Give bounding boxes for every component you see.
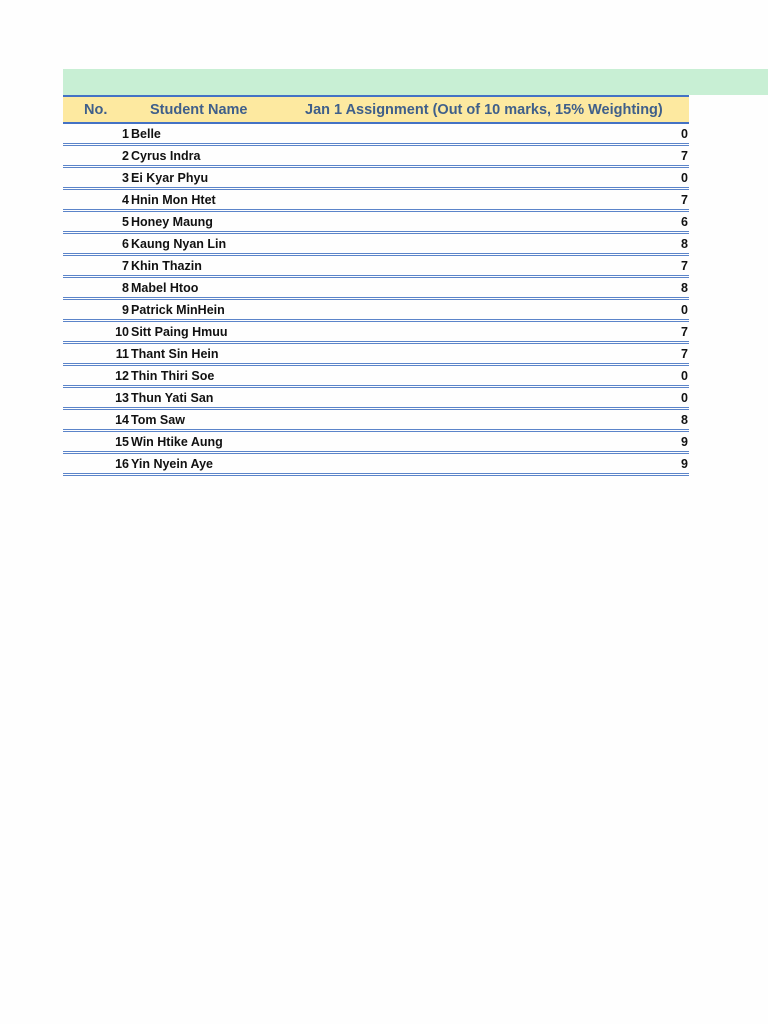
table-row: [63, 387, 689, 409]
score-cell[interactable]: 7: [298, 255, 689, 277]
table-row: [63, 233, 689, 255]
row-number[interactable]: 5: [63, 211, 130, 233]
header-assignment-score: Jan 1 Assignment (Out of 10 marks, 15% Weighting): [298, 96, 689, 123]
student-name-cell[interactable]: Mabel Htoo: [130, 277, 298, 299]
row-number[interactable]: 3: [63, 167, 130, 189]
score-cell[interactable]: 8: [298, 233, 689, 255]
student-name-cell[interactable]: Belle: [130, 123, 298, 145]
student-name-cell[interactable]: Khin Thazin: [130, 255, 298, 277]
student-name-cell[interactable]: Honey Maung: [130, 211, 298, 233]
row-number[interactable]: 16: [63, 453, 130, 475]
table-body: [63, 123, 689, 475]
row-number[interactable]: 10: [63, 321, 130, 343]
table-row: [63, 365, 689, 387]
student-name-cell[interactable]: Kaung Nyan Lin: [130, 233, 298, 255]
row-number[interactable]: 4: [63, 189, 130, 211]
row-number[interactable]: 14: [63, 409, 130, 431]
header-row: [63, 96, 689, 123]
score-cell[interactable]: 8: [298, 277, 689, 299]
table-row: [63, 277, 689, 299]
table-row: [63, 299, 689, 321]
student-name-cell[interactable]: Thant Sin Hein: [130, 343, 298, 365]
header-student-name: Student Name: [130, 96, 298, 123]
student-name-cell[interactable]: Thin Thiri Soe: [130, 365, 298, 387]
score-cell[interactable]: 7: [298, 189, 689, 211]
table-row: [63, 409, 689, 431]
header-no: No.: [63, 96, 130, 123]
row-number[interactable]: 1: [63, 123, 130, 145]
student-name-cell[interactable]: Sitt Paing Hmuu: [130, 321, 298, 343]
row-number[interactable]: 13: [63, 387, 130, 409]
score-cell[interactable]: 8: [298, 409, 689, 431]
student-name-cell[interactable]: Ei Kyar Phyu: [130, 167, 298, 189]
score-cell[interactable]: 6: [298, 211, 689, 233]
row-number[interactable]: 11: [63, 343, 130, 365]
score-cell[interactable]: 9: [298, 453, 689, 475]
student-name-cell[interactable]: Cyrus Indra: [130, 145, 298, 167]
table-row: [63, 167, 689, 189]
score-cell[interactable]: 0: [298, 167, 689, 189]
table-row: [63, 211, 689, 233]
table-row: [63, 145, 689, 167]
title-band: [63, 69, 768, 95]
row-number[interactable]: 9: [63, 299, 130, 321]
score-cell[interactable]: 0: [298, 123, 689, 145]
table-row: [63, 343, 689, 365]
student-name-cell[interactable]: Patrick MinHein: [130, 299, 298, 321]
score-cell[interactable]: 7: [298, 145, 689, 167]
row-number[interactable]: 12: [63, 365, 130, 387]
row-number[interactable]: 6: [63, 233, 130, 255]
student-name-cell[interactable]: Yin Nyein Aye: [130, 453, 298, 475]
table-row: [63, 431, 689, 453]
table-row: [63, 453, 689, 475]
score-cell[interactable]: 7: [298, 343, 689, 365]
student-name-cell[interactable]: Win Htike Aung: [130, 431, 298, 453]
row-number[interactable]: 15: [63, 431, 130, 453]
student-name-cell[interactable]: Hnin Mon Htet: [130, 189, 298, 211]
table-row: [63, 321, 689, 343]
row-number[interactable]: 2: [63, 145, 130, 167]
table-row: [63, 255, 689, 277]
score-cell[interactable]: 0: [298, 365, 689, 387]
row-number[interactable]: 7: [63, 255, 130, 277]
score-cell[interactable]: 0: [298, 387, 689, 409]
student-name-cell[interactable]: Tom Saw: [130, 409, 298, 431]
score-cell[interactable]: 7: [298, 321, 689, 343]
score-cell[interactable]: 0: [298, 299, 689, 321]
table-row: [63, 123, 689, 145]
grades-table: [63, 95, 689, 476]
score-cell[interactable]: 9: [298, 431, 689, 453]
student-name-cell[interactable]: Thun Yati San: [130, 387, 298, 409]
table-row: [63, 189, 689, 211]
row-number[interactable]: 8: [63, 277, 130, 299]
